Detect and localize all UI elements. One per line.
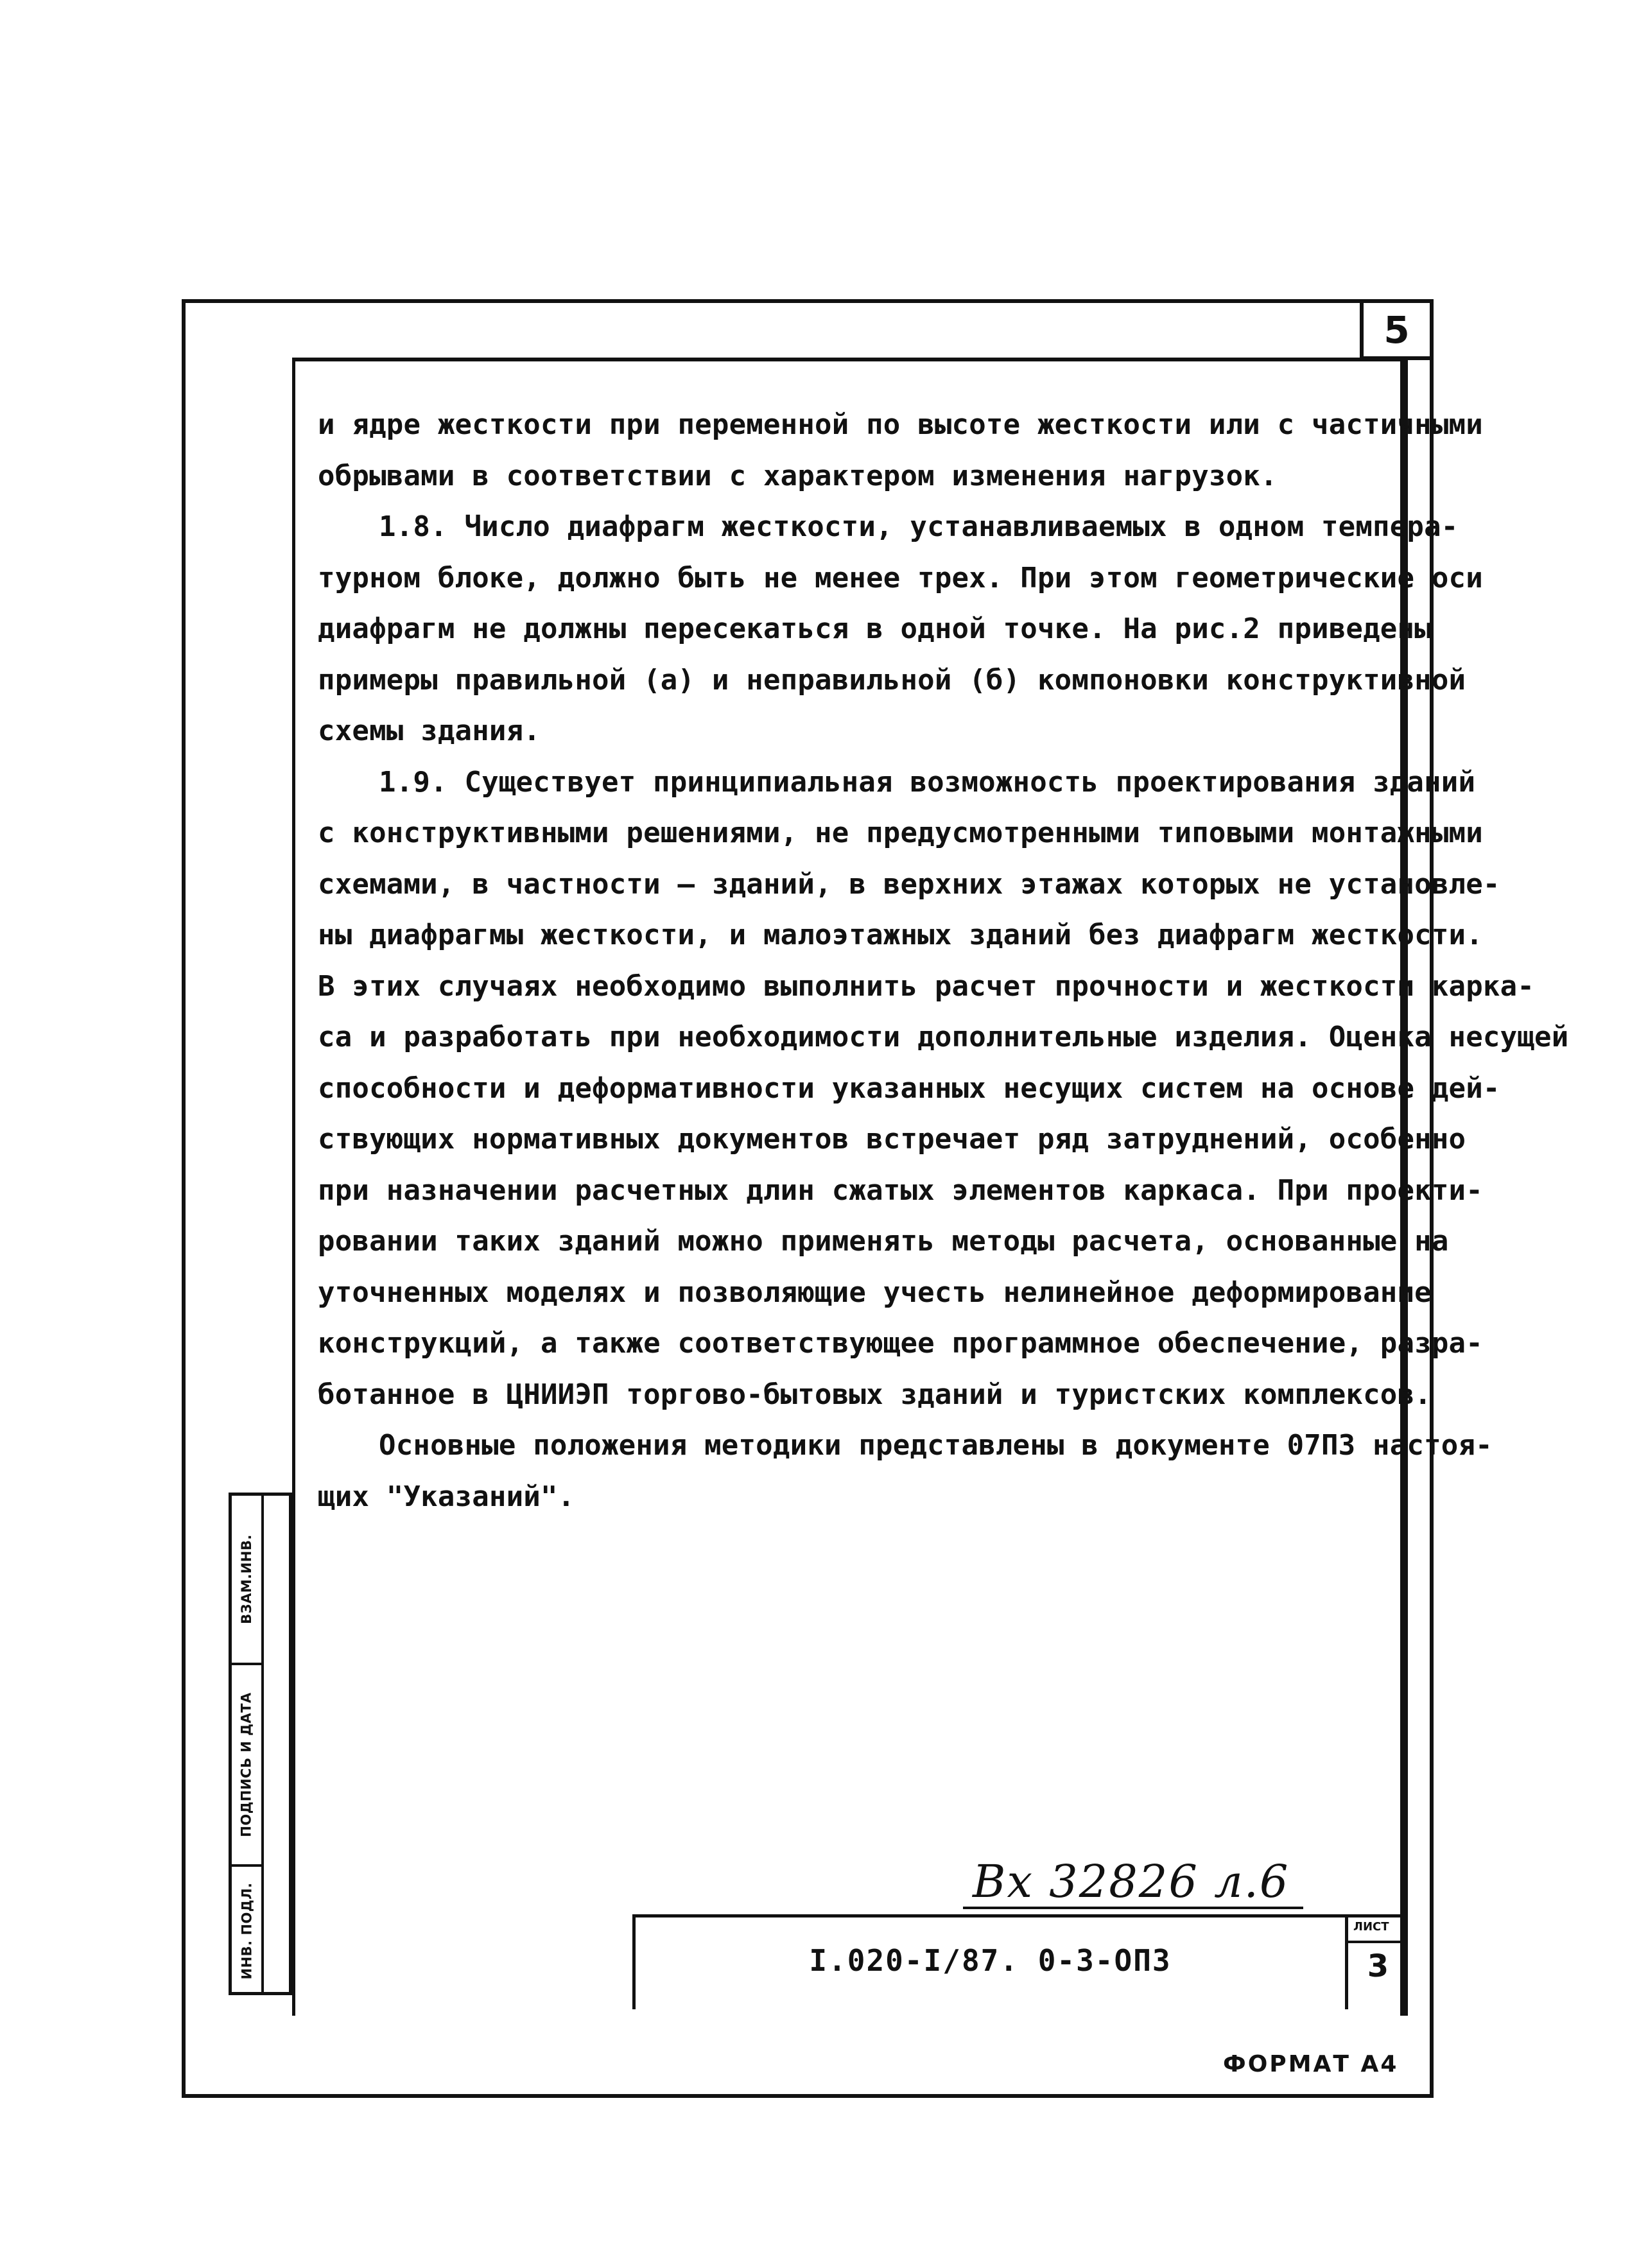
text-line: диафрагм не должны пересекаться в одной точке. На рис.2 приведены: [318, 612, 1432, 645]
text-line: обрывами в соответствии с характером изменения нагрузок.: [318, 459, 1278, 492]
stamp-label: ИНВ. ПОДЛ.: [239, 1882, 254, 1980]
side-stamp: [229, 1493, 292, 1995]
sheet-divider: [1348, 1941, 1408, 1943]
paragraph-1-8-start: 1.8. Число диафрагм жесткости, устанавливаемых в одном темпера-: [379, 510, 1459, 543]
text-line: конструкций, а также соответствующее программное обеспечение, разра-: [318, 1327, 1483, 1360]
text-line: при назначении расчетных длин сжатых элементов каркаса. При проекти-: [318, 1173, 1483, 1207]
sheet-box: [1345, 1914, 1408, 2009]
text-line: и ядре жесткости при переменной по высоте жесткости или с частичными: [318, 408, 1483, 441]
text-line: ны диафрагмы жесткости, и малоэтажных зданий без диафрагм жесткости.: [318, 919, 1483, 951]
text-line: способности и деформативности указанных несущих систем на основе дей-: [318, 1071, 1500, 1105]
stamp-label: ПОДПИСЬ И ДАТА: [239, 1692, 254, 1837]
text-line: с конструктивными решениями, не предусмотренными типовыми монтажными: [318, 817, 1483, 849]
title-block: [632, 1914, 1345, 2009]
text-line: ствующих нормативных документов встречает ряд затруднений, особенно: [318, 1123, 1466, 1156]
stamp-divider: [261, 1496, 264, 1992]
text-line: примеры правильной (а) и неправильной (б) компоновки конструктивной: [318, 663, 1466, 697]
text-line: ровании таких зданий можно применять методы расчета, основанные на: [318, 1225, 1449, 1258]
format-label: ФОРМАТ А4: [1223, 2051, 1399, 2077]
text-line: са и разработать при необходимости дополнительные изделия. Оценка несущей: [318, 1021, 1569, 1053]
document-code: I.020-I/87. 0-3-ОПЗ: [809, 1943, 1172, 1978]
text-line: схемы здания.: [318, 714, 541, 747]
handwritten-registration: Вх 32826 л.6: [973, 1855, 1290, 1908]
text-line: уточненных моделях и позволяющие учесть нелинейное деформирование: [318, 1276, 1432, 1309]
stamp-label: ВЗАМ.ИНВ.: [239, 1534, 254, 1624]
stamp-cell-inv-replace: [233, 1496, 260, 1663]
text-line: ботанное в ЦНИИЭП торгово-бытовых зданий и туристских комплексов.: [318, 1378, 1432, 1411]
sheet-number: 3: [1367, 1948, 1389, 1984]
page-number: 5: [1383, 307, 1410, 352]
paragraph-final-start: Основные положения методики представлены в документе 07ПЗ настоя-: [379, 1429, 1493, 1462]
text-line: щих "Указаний".: [318, 1480, 575, 1513]
stamp-cell-inv-original: [233, 1867, 260, 1995]
page-number-box: [1360, 299, 1434, 360]
paragraph-1-9-start: 1.9. Существует принципиальная возможность проектирования зданий: [379, 765, 1476, 799]
sheet-label: ЛИСТ: [1353, 1920, 1389, 1934]
text-line: В этих случаях необходимо выполнить расчет прочности и жесткости карка-: [318, 969, 1535, 1003]
text-line: схемами, в частности – зданий, в верхних этажах которых не установле-: [318, 867, 1500, 901]
stamp-cell-signature-date: [233, 1665, 260, 1864]
document-body: [318, 399, 1569, 1522]
text-line: турном блоке, должно быть не менее трех. При этом геометрические оси: [318, 561, 1483, 594]
handwritten-underline: [963, 1907, 1303, 1909]
